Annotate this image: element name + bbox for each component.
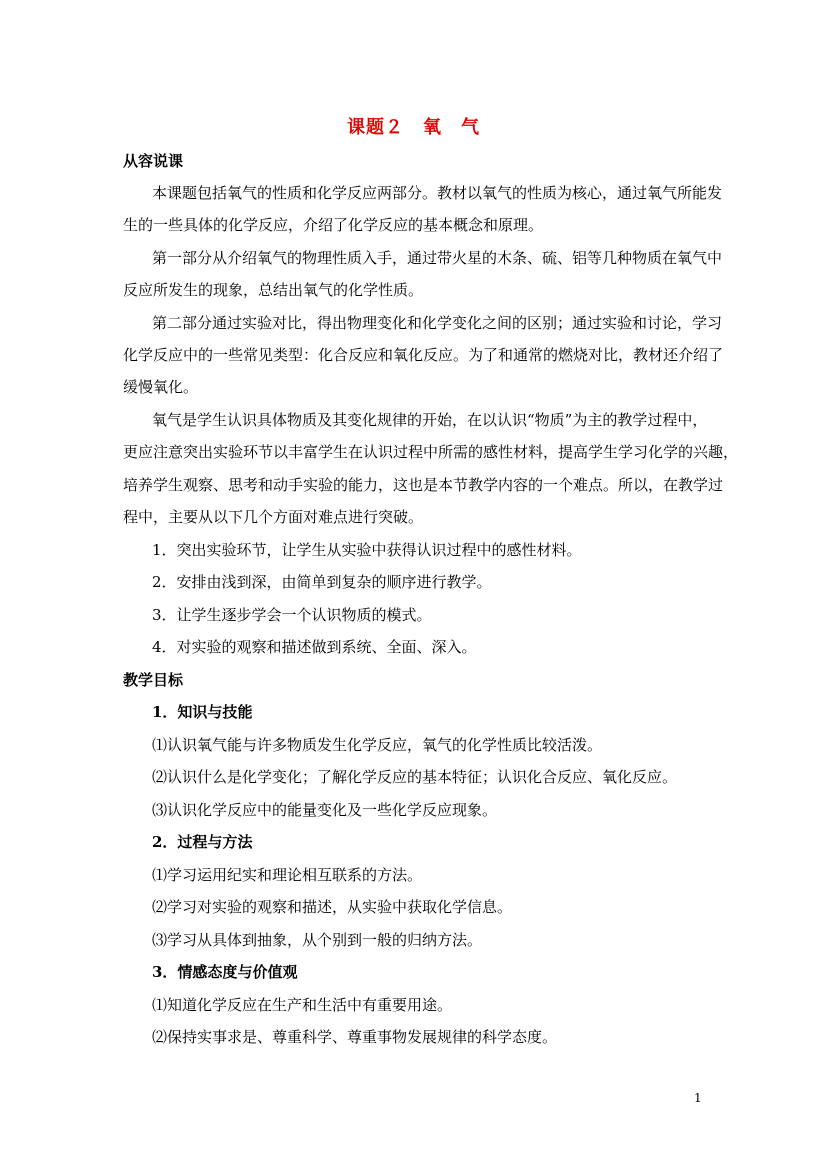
goal-item: ⑶学习从具体到抽象，从个别到一般的归纳方法。 (152, 931, 483, 949)
list-item: 4．对实验的观察和描述做到系统、全面、深入。 (152, 638, 477, 656)
paragraph-line: 更应注意突出实验环节以丰富学生在认识过程中所需的感性材料，提高学生学习化学的兴趣， (123, 443, 739, 461)
paragraph-line: 程中，主要从以下几个方面对难点进行突破。 (123, 508, 424, 526)
goal-heading-process: 2．过程与方法 (152, 833, 253, 851)
paragraph-line: 化学反应中的一些常见类型：化合反应和氧化反应。为了和通常的燃烧对比，教材还介绍了 (123, 346, 724, 364)
list-item: 2．安排由浅到深，由简单到复杂的顺序进行教学。 (152, 573, 492, 591)
goal-item: ⑵学习对实验的观察和描述，从实验中获取化学信息。 (152, 898, 513, 916)
paragraph-line: 氧气是学生认识具体物质及其变化规律的开始，在以认识“物质”为主的教学过程中， (152, 411, 708, 429)
goal-item: ⑴认识氧气能与许多物质发生化学反应，氧气的化学性质比较活泼。 (152, 736, 603, 754)
list-item: 3．让学生逐步学会一个认识物质的模式。 (152, 606, 432, 624)
page-title: 课题２ 氧 气 (347, 117, 480, 138)
paragraph-line: 反应所发生的现象，总结出氧气的化学性质。 (123, 281, 424, 299)
goal-item: ⑵保持实事求是、尊重科学、尊重事物发展规律的科学态度。 (152, 1028, 558, 1046)
paragraph-line: 生的一些具体的化学反应，介绍了化学反应的基本概念和原理。 (123, 216, 544, 234)
goal-heading-attitude: 3．情感态度与价值观 (152, 963, 298, 981)
list-item: 1．突出实验环节，让学生从实验中获得认识过程中的感性材料。 (152, 541, 582, 559)
paragraph-line: 培养学生观察、思考和动手实验的能力，这也是本节教学内容的一个难点。所以，在教学过 (123, 476, 724, 494)
page-number: 1 (694, 1091, 702, 1105)
paragraph-line: 第二部分通过实验对比，得出物理变化和化学变化之间的区别；通过实验和讨论，学习 (152, 314, 723, 332)
section-heading-teaching-goals: 教学目标 (123, 671, 184, 689)
goal-heading-knowledge: 1．知识与技能 (152, 703, 253, 721)
paragraph-line: 缓慢氧化。 (123, 378, 199, 396)
goal-item: ⑵认识什么是化学变化；了解化学反应的基本特征；认识化合反应、氧化反应。 (152, 768, 678, 786)
paragraph-line: 本课题包括氧气的性质和化学反应两部分。教材以氧气的性质为核心，通过氧气所能发 (152, 184, 723, 202)
paragraph-line: 第一部分从介绍氧气的物理性质入手，通过带火星的木条、硫、铝等几种物质在氧气中 (152, 249, 723, 267)
section-heading-lesson-talk: 从容说课 (123, 152, 184, 170)
goal-item: ⑴知道化学反应在生产和生活中有重要用途。 (152, 996, 453, 1014)
goal-item: ⑶认识化学反应中的能量变化及一些化学反应现象。 (152, 801, 498, 819)
goal-item: ⑴学习运用纪实和理论相互联系的方法。 (152, 866, 423, 884)
